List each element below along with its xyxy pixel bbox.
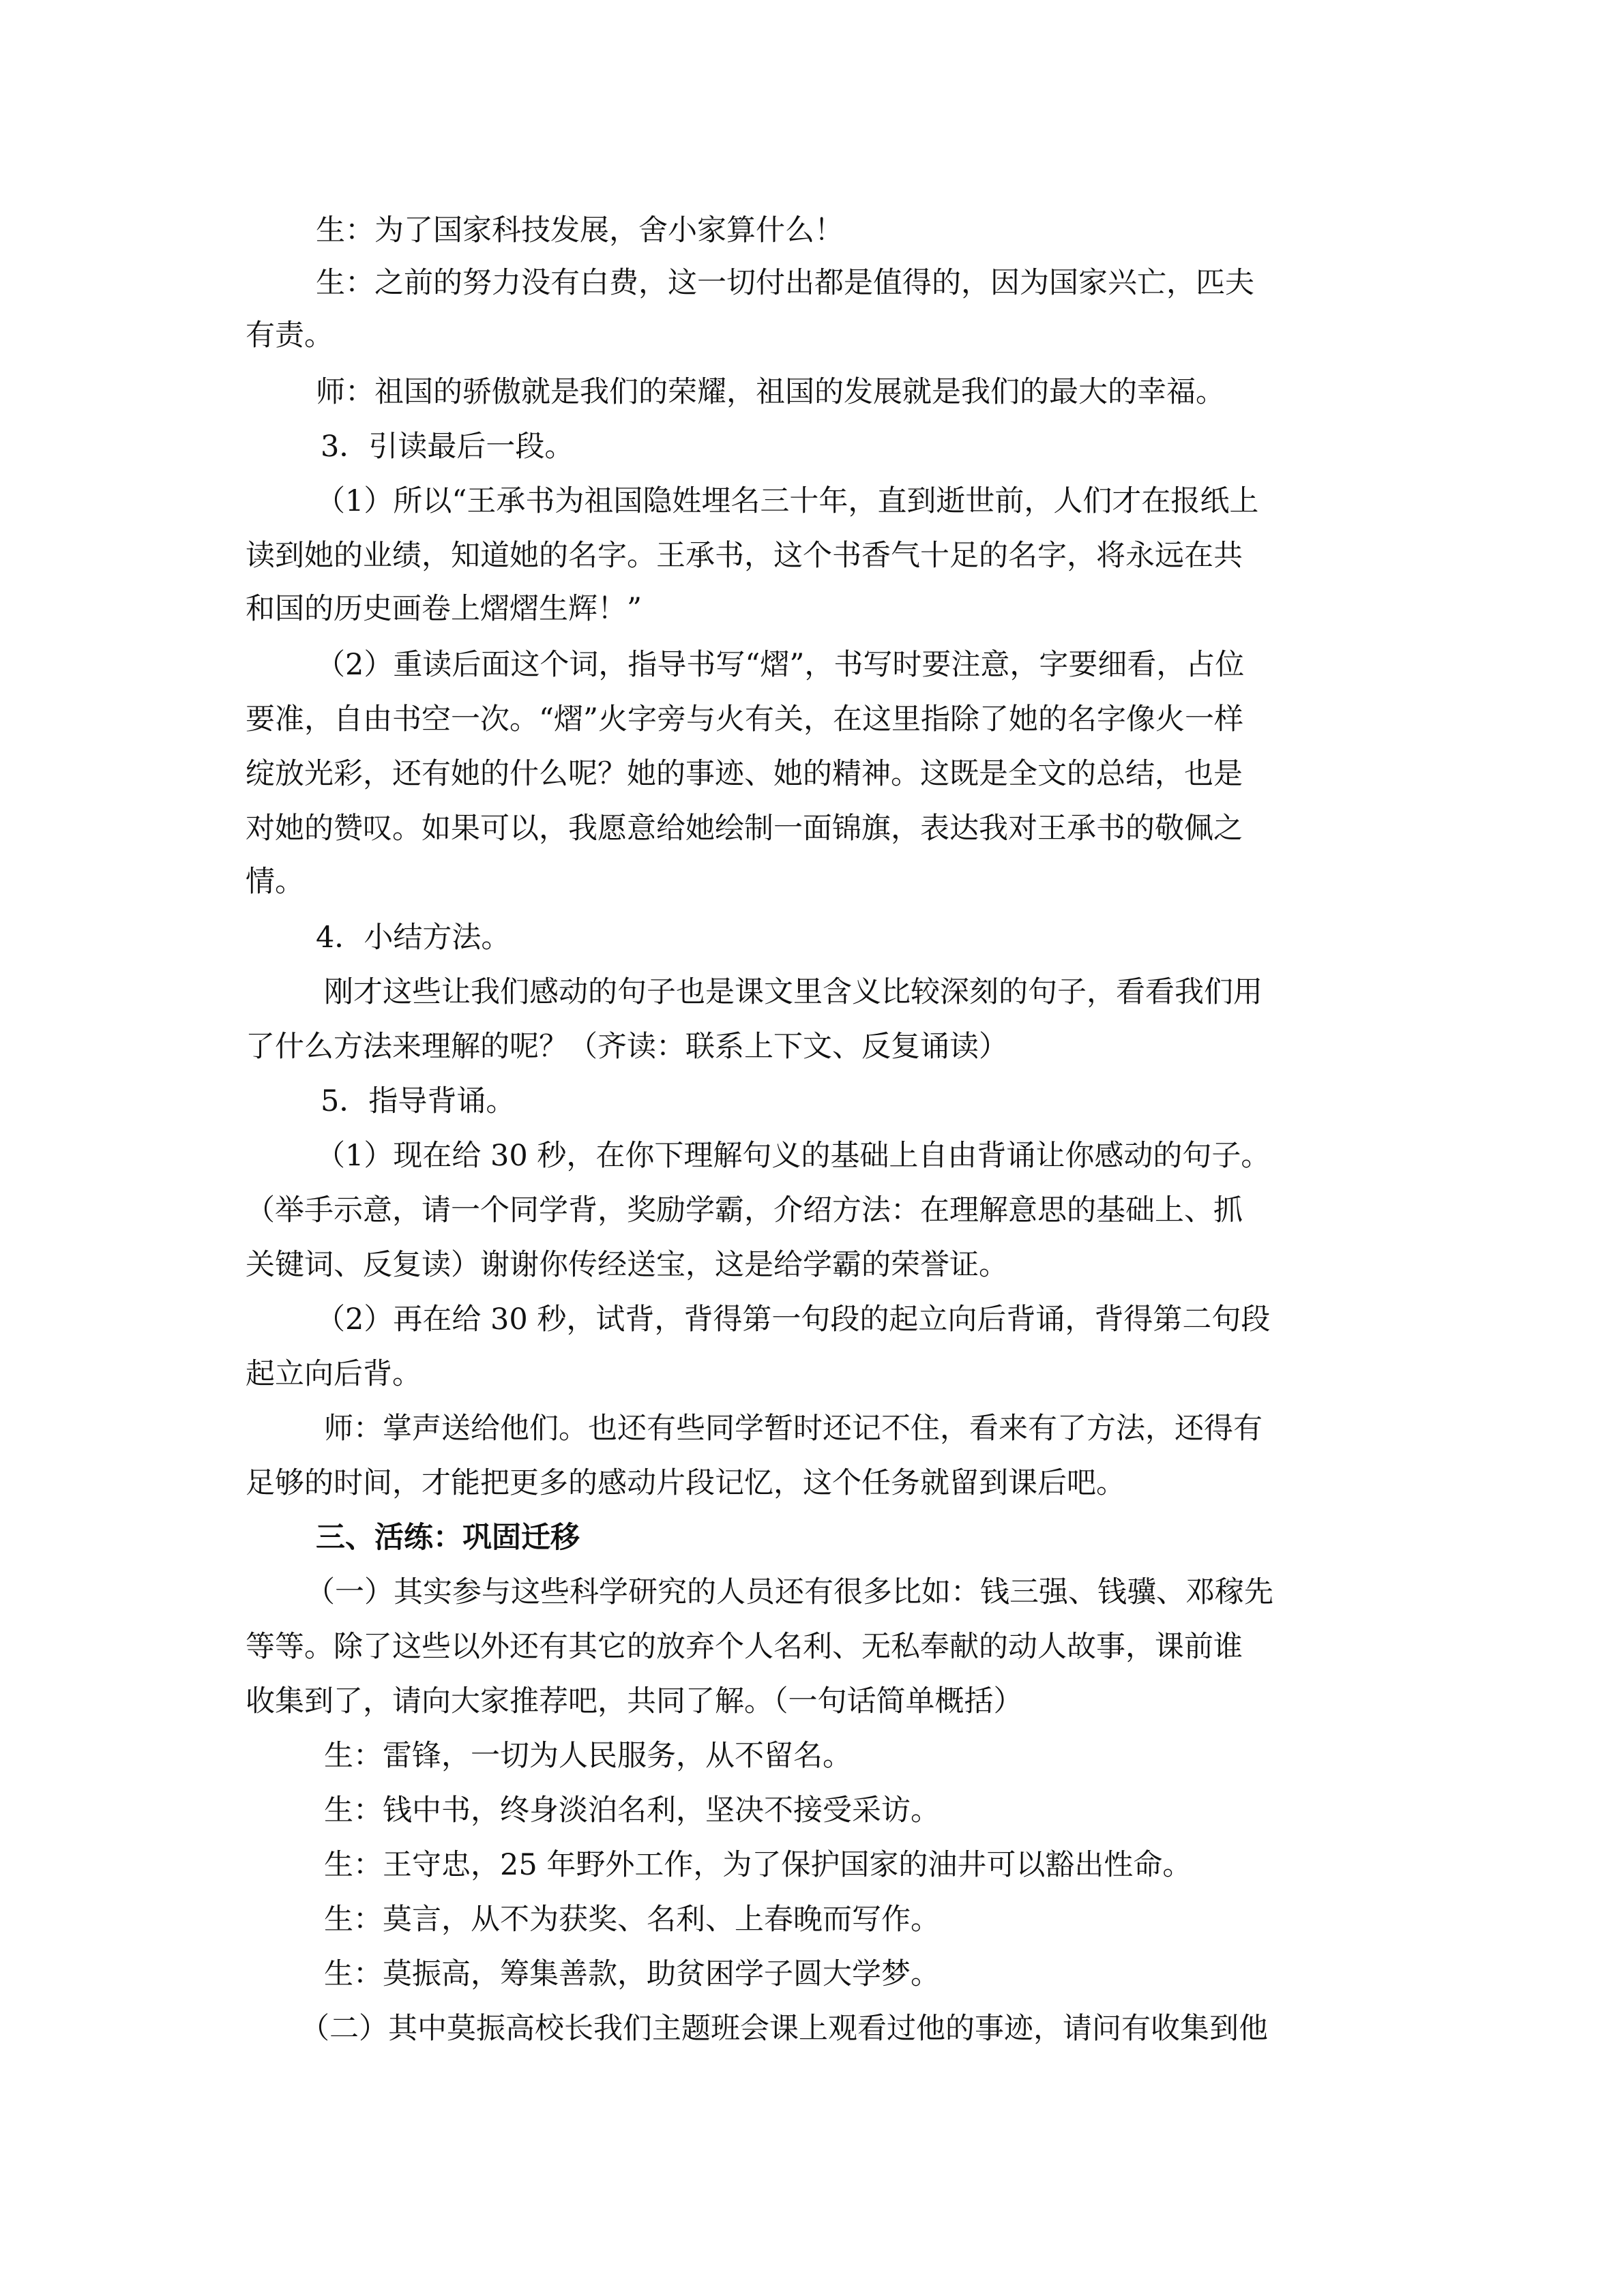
text-line-31: 生：王守忠，25 年野外工作，为了保护国家的油井可以豁出性命。 xyxy=(324,1848,1192,1882)
text-line-28: 收集到了，请向大家推荐吧，共同了解。（一句话简单概括） xyxy=(246,1684,1023,1718)
text-line-24: 足够的时间，才能把更多的感动片段记忆，这个任务就留到课后吧。 xyxy=(246,1466,1125,1500)
text-line-16: 了什么方法来理解的呢？（齐读：联系上下文、反复诵读） xyxy=(246,1030,1008,1064)
text-line-12: 对她的赞叹。如果可以，我愿意给她绘制一面锦旗，表达我对王承书的敬佩之 xyxy=(246,811,1243,846)
text-line-22: 起立向后背。 xyxy=(246,1357,422,1391)
text-line-9: （2）重读后面这个词，指导书写“熠”，书写时要注意，字要细看，占位 xyxy=(316,648,1245,682)
text-line-10: 要准，自由书空一次。“熠”火字旁与火有关，在这里指除了她的名字像火一样 xyxy=(246,702,1243,736)
text-line-15: 刚才这些让我们感动的句子也是课文里含义比较深刻的句子，看看我们用 xyxy=(324,975,1263,1009)
text-line-27: 等等。除了这些以外还有其它的放弃个人名利、无私奉献的动人故事，课前谁 xyxy=(246,1630,1243,1664)
text-line-30: 生：钱中书，终身淡泊名利，坚决不接受采访。 xyxy=(324,1793,940,1828)
text-line-6: （1）所以“王承书为祖国隐姓埋名三十年，直到逝世前，人们才在报纸上 xyxy=(316,484,1259,518)
text-line-33: 生：莫振高，筹集善款，助贫困学子圆大学梦。 xyxy=(324,1957,940,1991)
section-heading: 三、活练：巩固迁移 xyxy=(316,1521,580,1555)
text-line-7: 读到她的业绩，知道她的名字。王承书，这个书香气十足的名字，将永远在共 xyxy=(246,539,1243,573)
text-line-4: 师：祖国的骄傲就是我们的荣耀，祖国的发展就是我们的最大的幸福。 xyxy=(316,375,1225,409)
text-line-26: （一）其实参与这些科学研究的人员还有很多比如：钱三强、钱骥、邓稼先 xyxy=(306,1575,1273,1609)
text-line-1: 生：为了国家科技发展，舍小家算什么！ xyxy=(316,213,844,248)
text-line-18: （1）现在给 30 秒，在你下理解句义的基础上自由背诵让你感动的句子。 xyxy=(316,1139,1271,1173)
text-line-23: 师：掌声送给他们。也还有些同学暂时还记不住，看来有了方法，还得有 xyxy=(324,1412,1263,1446)
text-line-29: 生：雷锋，一切为人民服务，从不留名。 xyxy=(324,1739,852,1773)
text-line-20: 关键词、反复读）谢谢你传经送宝，这是给学霸的荣誉证。 xyxy=(246,1248,1008,1282)
text-line-21: （2）再在给 30 秒，试背，背得第一句段的起立向后背诵，背得第二句段 xyxy=(316,1302,1271,1337)
text-line-13: 情。 xyxy=(246,865,304,899)
text-line-19: （举手示意，请一个同学背，奖励学霸，介绍方法：在理解意思的基础上、抓 xyxy=(246,1193,1243,1227)
text-line-14: 4．小结方法。 xyxy=(316,921,511,955)
text-line-34: （二）其中莫振高校长我们主题班会课上观看过他的事迹，请问有收集到他 xyxy=(300,2012,1268,2046)
text-line-8: 和国的历史画卷上熠熠生辉！” xyxy=(246,592,642,626)
text-line-5: 3．引读最后一段。 xyxy=(321,430,574,464)
text-line-2: 生：之前的努力没有白费，这一切付出都是值得的，因为国家兴亡，匹夫 xyxy=(316,266,1254,300)
text-line-17: 5．指导背诵。 xyxy=(321,1084,516,1118)
text-line-11: 绽放光彩，还有她的什么呢？她的事迹、她的精神。这既是全文的总结，也是 xyxy=(246,757,1243,791)
text-line-3: 有责。 xyxy=(246,318,334,353)
text-line-32: 生：莫言，从不为获奖、名利、上春晚而写作。 xyxy=(324,1903,940,1937)
